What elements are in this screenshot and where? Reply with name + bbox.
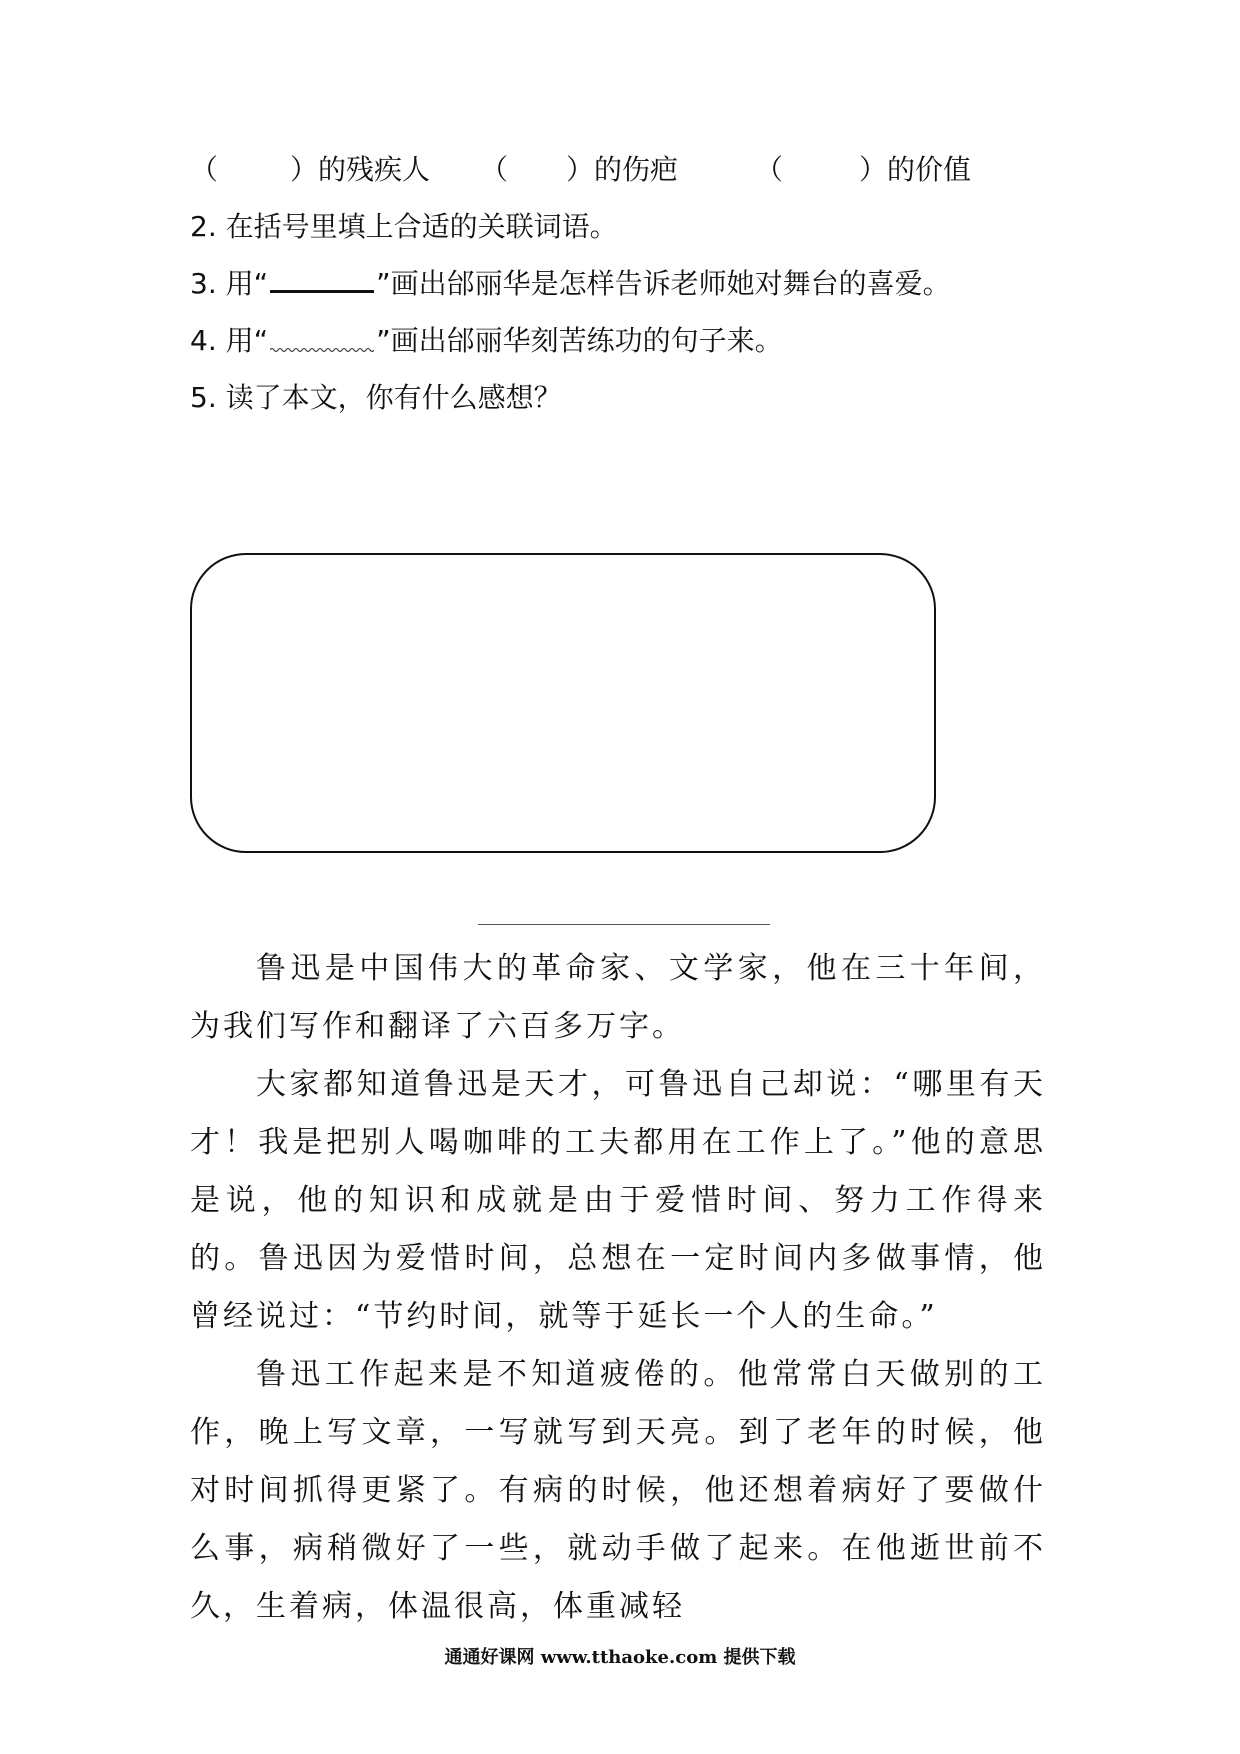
- wavy-underline-sample: [270, 322, 374, 350]
- question-3: [190, 264, 951, 304]
- open-paren: （: [755, 153, 784, 186]
- fill-blank-item: [755, 150, 971, 190]
- question-2: 2. 在括号里填上合适的关联词语。: [190, 210, 618, 243]
- passage-paragraph: 大家都知道鲁迅是天才，可鲁迅自己却说：“哪里有天才！我是把别人喝咖啡的工夫都用在工作上了。”他的意思是说，他的知识和成就是由于爱惜时间、努力工作得来的。鲁迅因为爱惜时间，总想在一定时间内多做事情，他曾经说过：“节约时间，就等于延长一个人的生命。”: [190, 1067, 1046, 1334]
- fill-blank-row: [190, 150, 1090, 190]
- close-paren: ）: [290, 153, 319, 186]
- question-4: [190, 321, 783, 361]
- passage-paragraph: 鲁迅是中国伟大的革命家、文学家，他在三十年间，为我们写作和翻译了六百多万字。: [190, 951, 1046, 1044]
- question-5: 5. 读了本文，你有什么感想？: [190, 381, 562, 414]
- answer-box[interactable]: [190, 553, 936, 853]
- fill-blank-item: [480, 150, 678, 190]
- close-paren: ）: [566, 153, 595, 186]
- blank-suffix-text: 的伤疤: [594, 153, 679, 186]
- footer-credit: 通通好课网 www.tthaoke.com 提供下载: [444, 1647, 796, 1668]
- reading-passage: [190, 940, 1046, 1636]
- fill-blank-item: [190, 150, 430, 190]
- straight-underline-sample: [270, 264, 374, 293]
- question-3-suffix: ”画出邰丽华是怎样告诉老师她对舞台的喜爱。: [376, 267, 951, 300]
- section-divider: [478, 924, 770, 925]
- passage-paragraph: 鲁迅工作起来是不知道疲倦的。他常常白天做别的工作，晚上写文章，一写就写到天亮。到了老年的时候，他对时间抓得更紧了。有病的时候，他还想着病好了要做什么事，病稍微好了一些，就动手做了起来。在他逝世前不久，生着病，体温很高，体重减轻: [190, 1357, 1046, 1624]
- question-3-prefix: 3. 用“: [190, 267, 269, 300]
- open-paren: （: [480, 153, 509, 186]
- close-paren: ）: [859, 153, 888, 186]
- blank-suffix-text: 的残疾人: [318, 153, 431, 186]
- question-4-suffix: ”画出邰丽华刻苦练功的句子来。: [376, 324, 783, 357]
- open-paren: （: [190, 153, 219, 186]
- blank-suffix-text: 的价值: [887, 153, 972, 186]
- question-4-prefix: 4. 用“: [190, 324, 269, 357]
